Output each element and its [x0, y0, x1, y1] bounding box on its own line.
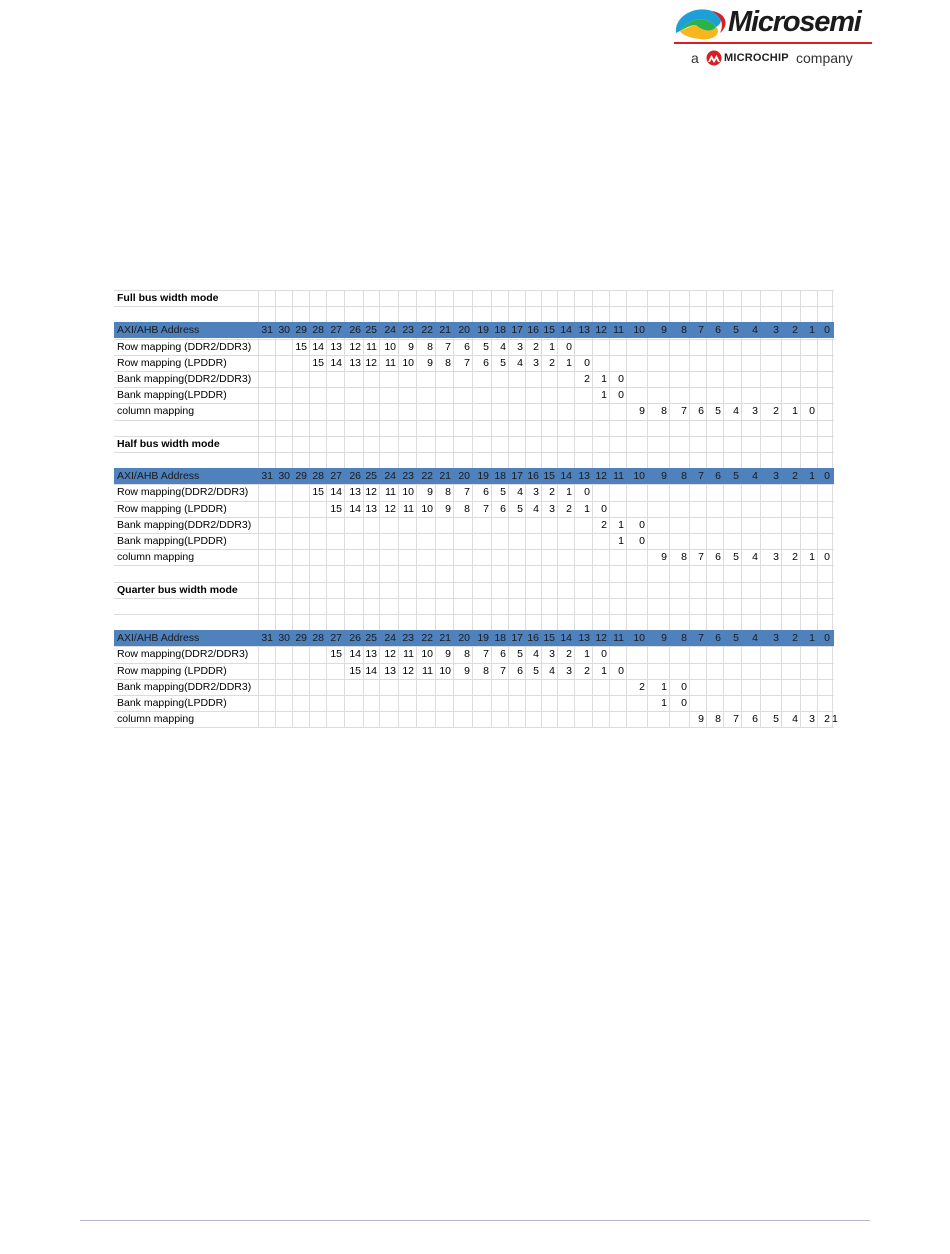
mapping-row [114, 501, 834, 517]
tagline-prefix: a [691, 50, 699, 66]
table-cell: 1 [618, 535, 624, 547]
section-title [114, 436, 834, 452]
table-cell: 4 [533, 648, 539, 661]
row-label: Row mapping (LPDDR) [117, 502, 227, 515]
table-cell: 7 [733, 713, 739, 726]
table-cell: 1 [809, 470, 815, 483]
table-cell: 15 [543, 470, 555, 483]
table-cell: 13 [365, 648, 377, 661]
table-cell: 15 [349, 664, 361, 677]
table-cell: 12 [349, 340, 361, 353]
table-cell: 0 [824, 470, 830, 483]
table-cell: 1 [566, 356, 572, 369]
table-cell: 1 [584, 648, 590, 661]
table-cell: 29 [295, 324, 307, 337]
table-cell: 2 [792, 470, 798, 483]
logo-tagline [672, 48, 872, 68]
table-cell: 13 [349, 356, 361, 369]
table-cell: 11 [403, 502, 414, 515]
table-cell: 9 [661, 324, 667, 337]
row-label: Bank mapping(DDR2/DDR3) [117, 680, 252, 693]
table-cell: 6 [752, 713, 758, 726]
row-label: Row mapping(DDR2/DDR3) [117, 486, 249, 499]
table-cell: 6 [483, 486, 489, 499]
table-cell: 5 [733, 632, 739, 645]
table-cell: 0 [584, 486, 590, 499]
table-cell: 26 [349, 470, 361, 483]
table-cell: 6 [500, 648, 506, 661]
table-cell: 9 [427, 486, 433, 499]
table-cell: 9 [445, 648, 451, 661]
table-cell: 9 [427, 356, 433, 369]
table-cell: 2 [566, 502, 572, 515]
table-cell: 1 [809, 632, 815, 645]
table-cell: 14 [330, 486, 342, 499]
table-cell: 29 [295, 470, 307, 483]
table-cell: 9 [445, 502, 451, 515]
table-cell: 0 [824, 632, 830, 645]
table-cell: 1 [661, 680, 667, 693]
table-cell: 8 [427, 340, 433, 353]
table-cell: 12 [595, 324, 607, 337]
table-cell: 11 [403, 648, 414, 661]
table-cell: 0 [601, 648, 607, 661]
table-cell: 14 [330, 356, 342, 369]
table-cell: 0 [601, 502, 607, 515]
row-label: Bank mapping(DDR2/DDR3) [117, 518, 252, 531]
table-cell: 8 [681, 470, 687, 483]
table-cell: 17 [511, 470, 523, 483]
table-cell: 3 [533, 356, 539, 369]
table-cell: 26 [349, 632, 361, 645]
table-cell: 25 [365, 632, 377, 645]
table-cell: 3 [773, 324, 779, 337]
table-cell: 7 [483, 502, 489, 515]
table-cell: 18 [494, 324, 506, 337]
table-cell: 23 [402, 632, 414, 645]
table-cell: 11 [385, 356, 396, 369]
table-cell: 7 [500, 664, 506, 677]
table-cell: 11 [385, 486, 396, 499]
table-cell: 4 [752, 632, 758, 645]
table-cell: 1 [618, 518, 624, 531]
table-cell: 12 [384, 648, 396, 661]
table-cell: 2 [773, 405, 779, 418]
row-label: Row mapping (DDR2/DDR3) [117, 340, 252, 353]
table-cell: 15 [312, 356, 324, 369]
table-cell: 5 [483, 340, 489, 353]
mapping-row [114, 533, 834, 549]
mapping-row [114, 695, 834, 711]
table-cell: 15 [543, 632, 555, 645]
table-cell: 0 [584, 356, 590, 369]
table-cell: 6 [517, 664, 523, 677]
table-cell: 6 [715, 470, 721, 483]
table-cell: 3 [549, 502, 555, 515]
table-cell: 3 [809, 713, 815, 726]
table-cell: 25 [365, 324, 377, 337]
table-cell: 20 [458, 470, 470, 483]
table-cell: 1 [601, 664, 607, 677]
table-cell: 14 [560, 470, 572, 483]
table-cell: 1 [809, 324, 815, 337]
table-cell: 25 [365, 470, 377, 483]
logo-rule [674, 42, 872, 44]
table-cell: 8 [483, 664, 489, 677]
table-cell: 2 [566, 648, 572, 661]
table-cell: 13 [349, 486, 361, 499]
table-cell: 6 [715, 324, 721, 337]
table-cell: 28 [312, 324, 324, 337]
table-cell: 6 [483, 356, 489, 369]
table-cell: 13 [578, 632, 590, 645]
table-cell: 7 [698, 470, 704, 483]
table-cell: 9 [661, 551, 667, 564]
table-cell: 21 [439, 632, 451, 645]
table-cell: 6 [500, 502, 506, 515]
table-cell: 3 [773, 632, 779, 645]
table-cell: 21 [439, 324, 451, 337]
table-cell: 7 [445, 340, 451, 353]
table-cell: 7 [698, 551, 704, 564]
table-cell: 29 [295, 632, 307, 645]
table-cell: 10 [384, 340, 396, 353]
table-cell: 1 [584, 502, 590, 515]
row-label: AXI/AHB Address [117, 632, 200, 645]
table-cell: 12 [595, 632, 607, 645]
tagline-suffix: company [796, 50, 853, 66]
table-cell: 8 [464, 648, 470, 661]
table-cell: 5 [517, 502, 523, 515]
table-cell: 10 [633, 324, 645, 337]
table-cell: 3 [517, 340, 523, 353]
table-cell: 26 [349, 324, 361, 337]
table-cell: 5 [733, 551, 739, 564]
table-cell: 5 [733, 324, 739, 337]
table-cell: 15 [330, 502, 342, 515]
table-cell: 8 [681, 632, 687, 645]
table-cell: 4 [517, 486, 523, 499]
table-cell: 11 [366, 340, 377, 353]
section-title [114, 582, 834, 598]
table-cell: 0 [824, 324, 830, 337]
table-cell: 12 [402, 664, 414, 677]
table-cell: 5 [715, 405, 721, 418]
table-cell: 0 [618, 373, 624, 385]
table-cell: 7 [483, 648, 489, 661]
table-cell: 2 [549, 356, 555, 369]
row-label: Row mapping (LPDDR) [117, 664, 227, 677]
table-cell: 0 [824, 551, 830, 564]
row-label: Full bus width mode [117, 292, 219, 304]
table-cell: 15 [295, 340, 307, 353]
table-cell: 28 [312, 632, 324, 645]
table-cell: 5 [517, 648, 523, 661]
table-cell: 7 [464, 486, 470, 499]
table-cell: 24 [384, 470, 396, 483]
table-cell: 30 [278, 470, 290, 483]
table-cell: 3 [566, 664, 572, 677]
row-label: column mapping [117, 713, 195, 726]
mapping-row: column mapping 9 8 7 6 5 4 3 2 1 [117, 713, 838, 726]
address-header-row [114, 630, 834, 646]
table-cell: 31 [261, 324, 273, 337]
table-cell: 1 [601, 389, 607, 402]
table-cell: 31 [261, 632, 273, 645]
table-cell: 4 [752, 324, 758, 337]
table-cell: 13 [578, 324, 590, 337]
table-cell: 9 [639, 405, 645, 418]
table-cell: 12 [365, 486, 377, 499]
table-cell: 28 [312, 470, 324, 483]
table-cell: 12 [384, 502, 396, 515]
table-cell: 8 [464, 502, 470, 515]
microsemi-swirl-icon [672, 3, 730, 41]
table-cell: 4 [752, 470, 758, 483]
table-cell: 1 [566, 486, 572, 499]
table-cell: 8 [715, 713, 721, 726]
table-cell: 12 [365, 356, 377, 369]
table-cell: 23 [402, 324, 414, 337]
row-label: Bank mapping(LPDDR) [117, 389, 227, 402]
table-cell: 14 [560, 324, 572, 337]
mapping-row [114, 355, 834, 371]
table-cell: 31 [261, 470, 273, 483]
table-cell: 15 [543, 324, 555, 337]
tagline-brand: MICROCHIP [724, 52, 789, 64]
microsemi-logo [672, 2, 872, 70]
table-cell: 6 [715, 551, 721, 564]
table-cell: 22 [421, 632, 433, 645]
row-label: Row mapping(DDR2/DDR3) [117, 648, 249, 661]
mapping-row [114, 517, 834, 533]
mapping-row [114, 339, 834, 355]
table-cell: 5 [500, 486, 506, 499]
row-label: Row mapping (LPDDR) [117, 356, 227, 369]
row-label: Bank mapping(LPDDR) [117, 697, 227, 709]
address-mapping-sheet [114, 290, 838, 728]
table-cell: 24 [384, 324, 396, 337]
table-cell: 13 [578, 470, 590, 483]
table-cell: 5 [533, 664, 539, 677]
table-cell: 3 [773, 470, 779, 483]
table-cell: 8 [681, 324, 687, 337]
table-cell: 0 [639, 518, 645, 531]
table-cell: 1 [601, 373, 607, 385]
table-cell: 4 [733, 405, 739, 418]
table-cell: 2 [792, 324, 798, 337]
table-cell: 23 [402, 470, 414, 483]
table-cell: 2 [792, 551, 798, 564]
table-cell: 0 [618, 664, 624, 677]
table-cell: 4 [533, 502, 539, 515]
table-cell: 11 [613, 324, 624, 337]
footer-rule [80, 1220, 870, 1221]
table-cell: 17 [511, 632, 523, 645]
table-cell: 6 [698, 405, 704, 418]
table-cell: 3 [773, 551, 779, 564]
table-cell: 2 [584, 373, 590, 385]
table-cell: 11 [613, 470, 624, 483]
table-cell: 7 [681, 405, 687, 418]
table-cell: 19 [477, 632, 489, 645]
table-cell: 2 [584, 664, 590, 677]
table-cell: 18 [494, 470, 506, 483]
table-cell: 5 [773, 713, 779, 726]
table-cell: 13 [330, 340, 342, 353]
table-cell: 11 [613, 632, 624, 645]
mapping-row [114, 679, 834, 695]
row-label: column mapping [117, 405, 195, 418]
logo-wordmark: Microsemi [728, 6, 861, 38]
table-cell: 10 [439, 664, 451, 677]
table-cell: 10 [421, 648, 433, 661]
table-cell: 14 [560, 632, 572, 645]
table-cell: 0 [809, 405, 815, 418]
table-cell: 10 [421, 502, 433, 515]
table-cell: 14 [312, 340, 324, 353]
table-cell: 1 [661, 697, 667, 709]
row-label: column mapping [117, 551, 195, 564]
table-cell: 19 [477, 324, 489, 337]
row-label: AXI/AHB Address [117, 324, 200, 337]
mapping-row [114, 371, 834, 387]
address-header-row [114, 322, 834, 338]
table-cell: 1 [809, 551, 815, 564]
mapping-row [114, 387, 834, 403]
table-cell: 9 [698, 713, 704, 726]
table-cell: 8 [445, 486, 451, 499]
table-cell: 2 [639, 680, 645, 693]
table-cell: 13 [365, 502, 377, 515]
table-cell: 5 [500, 356, 506, 369]
table-cell: 16 [527, 470, 539, 483]
table-cell: 2 [533, 340, 539, 353]
table-cell: 21 [439, 470, 451, 483]
row-label: Quarter bus width mode [117, 583, 238, 596]
table-cell: 22 [421, 470, 433, 483]
table-cell: 20 [458, 632, 470, 645]
table-cell: 15 [312, 486, 324, 499]
table-cell: 4 [517, 356, 523, 369]
table-cell: 24 [384, 632, 396, 645]
table-cell: 0 [681, 697, 687, 709]
table-cell: 14 [365, 664, 377, 677]
table-cell: 7 [698, 324, 704, 337]
table-cell: 15 [330, 648, 342, 661]
table-cell: 12 [595, 470, 607, 483]
table-cell: 9 [408, 340, 414, 353]
mapping-row [114, 663, 834, 679]
table-cell: 6 [464, 340, 470, 353]
table-cell: 8 [681, 551, 687, 564]
table-cell: 2 [792, 632, 798, 645]
table-cell: 1 [792, 405, 798, 418]
table-cell: 16 [527, 324, 539, 337]
table-cell: 27 [330, 632, 342, 645]
table-cell: 0 [681, 680, 687, 693]
table-cell: 8 [661, 405, 667, 418]
table-cell: 11 [422, 664, 433, 677]
row-label: AXI/AHB Address [117, 470, 200, 483]
address-header-row [114, 468, 834, 484]
table-cell: 10 [402, 486, 414, 499]
table-cell: 3 [752, 405, 758, 418]
table-cell: 9 [464, 664, 470, 677]
mapping-row [114, 646, 834, 662]
row-label: Bank mapping(LPDDR) [117, 535, 227, 547]
table-cell: 14 [349, 648, 361, 661]
mapping-row [114, 549, 834, 565]
table-cell: 18 [494, 632, 506, 645]
table-cell: 30 [278, 324, 290, 337]
row-label: Bank mapping(DDR2/DDR3) [117, 373, 252, 385]
table-cell: 9 [661, 632, 667, 645]
table-cell: 8 [445, 356, 451, 369]
mapping-row [114, 403, 834, 419]
table-cell: 10 [633, 632, 645, 645]
table-cell: 10 [402, 356, 414, 369]
table-cell: 6 [715, 632, 721, 645]
table-cell: 4 [500, 340, 506, 353]
microchip-icon [705, 50, 723, 66]
table-cell: 16 [527, 632, 539, 645]
table-cell: 4 [752, 551, 758, 564]
table-cell: 9 [661, 470, 667, 483]
table-cell: 30 [278, 632, 290, 645]
table-cell: 5 [733, 470, 739, 483]
table-cell: 2 [824, 713, 830, 726]
table-cell: 0 [566, 340, 572, 353]
table-cell: 3 [549, 648, 555, 661]
table-cell: 27 [330, 470, 342, 483]
table-cell: 2 [601, 518, 607, 531]
table-cell: 17 [511, 324, 523, 337]
row-label: Half bus width mode [117, 437, 220, 450]
table-cell: 19 [477, 470, 489, 483]
table-cell: 2 [549, 486, 555, 499]
table-cell: 0 [618, 389, 624, 402]
table-cell: 22 [421, 324, 433, 337]
table-cell: 20 [458, 324, 470, 337]
table-cell: 1 [549, 340, 555, 353]
table-cell: 4 [792, 713, 798, 726]
table-cell: 10 [633, 470, 645, 483]
table-cell: 7 [464, 356, 470, 369]
table-cell: 0 [639, 535, 645, 547]
table-cell: 13 [384, 664, 396, 677]
table-cell: 27 [330, 324, 342, 337]
table-cell: 14 [349, 502, 361, 515]
table-cell: 4 [549, 664, 555, 677]
table-cell: 3 [533, 486, 539, 499]
section-title [114, 290, 834, 306]
mapping-row [114, 484, 834, 500]
table-cell: 7 [698, 632, 704, 645]
